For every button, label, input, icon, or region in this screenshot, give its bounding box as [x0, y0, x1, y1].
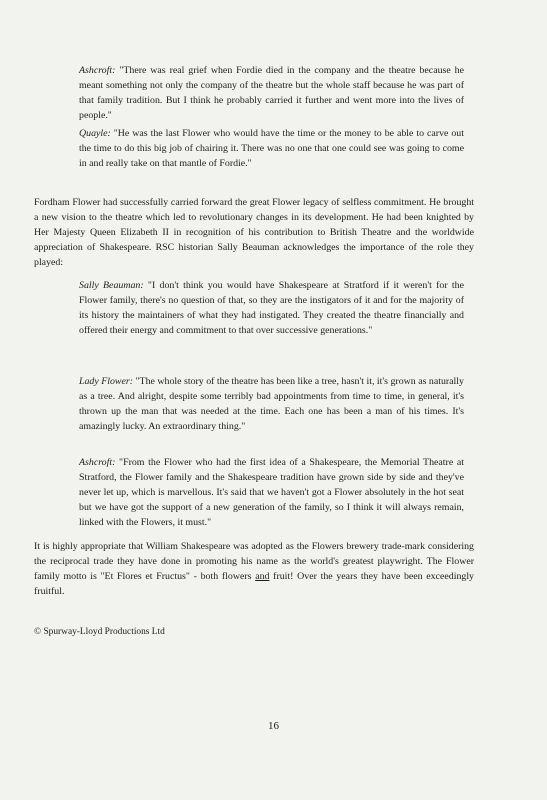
speaker-name: Sally Beauman: — [79, 280, 144, 291]
paragraph-text-end: fruit! Over the years they have been exceedingly fruitful. — [34, 571, 474, 598]
quote-ashcroft-2 — [79, 455, 464, 530]
quote-text: "The whole story of the theatre has been like a tree, hasn't it, it's grown as naturally as a tree. And alright, despite some terribly bad appointments from time to time, in general, it's thrown up the man that was needed at the time. Each one has been a man of his times. It's amazingly lucky. An extraordinary thing." — [79, 376, 464, 433]
quote-text: "From the Flower who had the first idea of a Shakespeare, the Memorial Theatre at Stratford, the Flower family and the Shakespeare tradition have grown side by side and they've never let up, which is marvellous. It's said that we haven't got a Flower absolutely in the hot seat but we have got the support of a new generation of the family, so I think it will always remain, linked with the Flowers, it must." — [79, 457, 464, 529]
page-number: 16 — [268, 720, 279, 732]
paragraph-text: It is highly appropriate that William Shakespeare was adopted as the Flowers brewery trade-mark considering the reciprocal trade they have done in promoting his name as the world's greatest playwright. The Flower family motto is "Et Flores et Fructus" - both flowers — [34, 541, 474, 583]
speaker-name: Ashcroft: — [79, 457, 116, 468]
speaker-name: Ashcroft: — [79, 65, 116, 76]
underlined-word: and — [255, 571, 270, 583]
speaker-name: Lady Flower: — [79, 376, 134, 387]
quote-ashcroft-1 — [79, 63, 464, 123]
quote-text: "I don't think you would have Shakespeare at Stratford if it weren't for the Flower family, there's no question of that, so they are the instigators of it and for the majority of its history the maintainers of what they had instigated. They created the theatre financially and offered their energy and commitment to that over successive generations." — [79, 280, 464, 337]
speaker-name: Quayle: — [79, 128, 111, 139]
quote-text: "There was real grief when Fordie died in the company and the theatre because he meant something not only the company of the theatre but the whole staff because he was part of that family tradition. But I think he probably carried it further and went more into the lives of people." — [79, 65, 464, 122]
body-paragraph-trademark — [34, 539, 474, 599]
quote-sally-beauman — [79, 278, 464, 338]
quote-text: "He was the last Flower who would have the time or the money to be able to carve out the time to do this big job of chairing it. There was no one that one could see was going to come in and really take on that mantle of Fordie." — [79, 128, 464, 170]
quote-quayle — [79, 126, 464, 171]
body-paragraph-fordham: Fordham Flower had successfully carried forward the great Flower legacy of selfless commitment. He brought a new vision to the theatre which led to revolutionary changes in its development. He had been knighted by Her Majesty Queen Elizabeth II in recognition of his contribution to British Theatre and the worldwide appreciation of Shakespeare. RSC historian Sally Beauman acknowledges the importance of the role they played: — [34, 197, 474, 269]
quote-lady-flower — [79, 374, 464, 434]
copyright-notice: © Spurway-Lloyd Productions Ltd — [34, 627, 165, 637]
